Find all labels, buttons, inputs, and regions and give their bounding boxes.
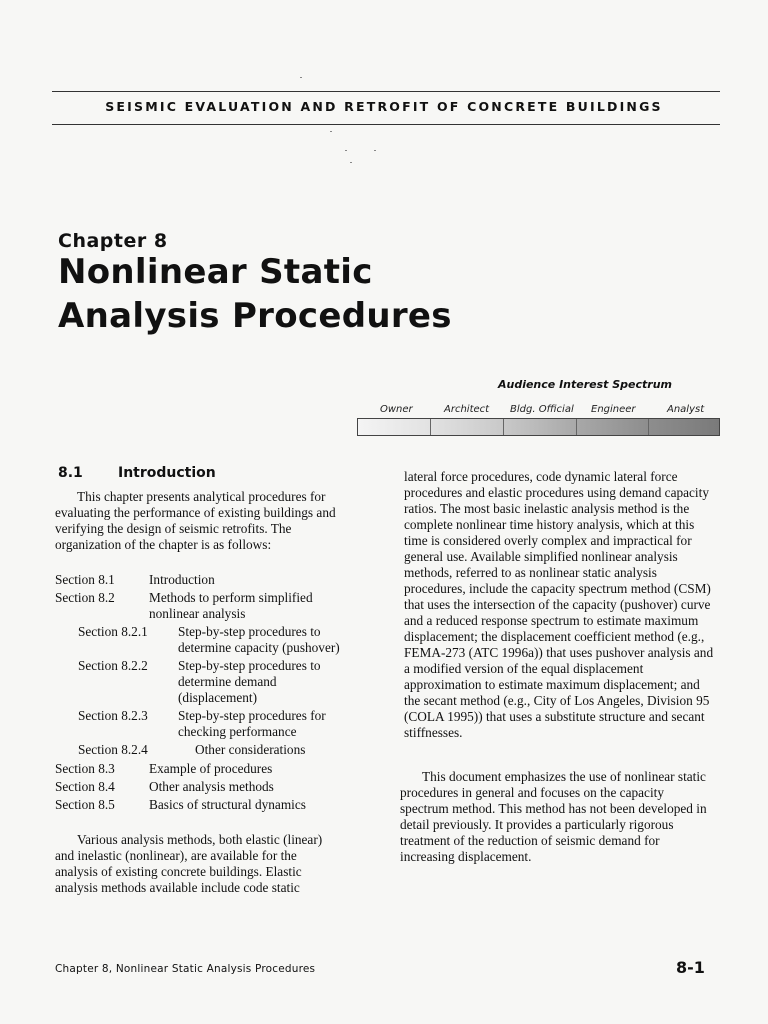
scan-speck xyxy=(374,150,376,151)
toc-item xyxy=(55,779,355,795)
right-paragraph-2: This document emphasizes the use of nonlinear static procedures in general and focuses on the capacity spectrum method. This method has not been developed in detail previously. It provides a particularly rigorous treatment of the reduction of seismic demand for increasing displacement. xyxy=(400,769,707,864)
header-bottom-rule xyxy=(52,124,720,125)
chapter-title xyxy=(58,250,452,338)
closing-paragraph: Various analysis methods, both elastic (linear) and inelastic (nonlinear), are available for the analysis of existing concrete buildings. Elastic analysis methods available include code static xyxy=(55,832,323,895)
spectrum-divider xyxy=(430,419,431,435)
toc-number: Section 8.2.3 xyxy=(78,708,148,723)
footer-chapter-title: Chapter 8, Nonlinear Static Analysis Procedures xyxy=(55,963,316,975)
toc-title: Step-by-step procedures to determine demand (displacement) xyxy=(178,658,321,705)
audience-label-engineer: Engineer xyxy=(591,404,636,415)
toc-number: Section 8.2 xyxy=(55,590,115,605)
toc-number: Section 8.4 xyxy=(55,779,115,794)
scan-speck xyxy=(300,77,302,78)
toc-title: Methods to perform simplified nonlinear analysis xyxy=(149,590,313,621)
intro-paragraph: This chapter presents analytical procedures for evaluating the performance of existing buildings and verifying the design of seismic retrofits. The organization of the chapter is as follows: xyxy=(55,489,336,552)
toc-item xyxy=(55,590,355,622)
audience-label-owner: Owner xyxy=(380,404,413,415)
toc-title: Step-by-step procedures for checking performance xyxy=(178,708,326,739)
spectrum-divider xyxy=(503,419,504,435)
scan-speck xyxy=(350,162,352,163)
section-title: Introduction xyxy=(118,465,216,481)
toc-title: Other analysis methods xyxy=(149,779,274,794)
toc-number: Section 8.5 xyxy=(55,797,115,812)
audience-label-architect: Architect xyxy=(444,404,490,415)
toc-title: Introduction xyxy=(149,572,215,587)
audience-label-analyst: Analyst xyxy=(667,404,705,415)
toc-number: Section 8.2.4 xyxy=(78,742,148,757)
toc-number: Section 8.2.1 xyxy=(78,624,148,639)
toc-item xyxy=(55,797,355,813)
header-top-rule xyxy=(52,91,720,92)
toc-number: Section 8.2.2 xyxy=(78,658,148,673)
scan-speck xyxy=(345,150,347,151)
page-number: 8-1 xyxy=(676,958,705,977)
audience-label-bldg-official: Bldg. Official xyxy=(510,404,574,415)
right-paragraph-1: lateral force procedures, code dynamic lateral force procedures and elastic procedures using demand capacity ratios. The most basic inelastic analysis method is the complete nonlinear time history analysis, which at this time is considered overly complex and impractical for general use. Available simplified nonlinear analysis methods, referred to as nonlinear static analysis procedures, include the capacity spectrum method (CSM) that uses the intersection of the capacity (pushover) curve and a reduced response spectrum to estimate maximum displacement; the displacement coefficient method (e.g., FEMA-273 (ATC 1996a)) that uses pushover analysis and a modified version of the equal displacement approximation to estimate maximum displacement; and the secant method (e.g., City of Los Angeles, Division 95 (COLA 1995)) that uses a substitute structure and secant stiffnesses. xyxy=(404,469,714,740)
chapter-label: Chapter 8 xyxy=(58,230,168,252)
scan-speck xyxy=(330,131,332,132)
section-number: 8.1 xyxy=(58,465,83,481)
spectrum-divider xyxy=(576,419,577,435)
toc-title: Step-by-step procedures to determine capacity (pushover) xyxy=(178,624,340,655)
audience-spectrum-title: Audience Interest Spectrum xyxy=(497,378,672,391)
toc-item xyxy=(55,761,355,777)
spectrum-divider xyxy=(648,419,649,435)
audience-spectrum-bar xyxy=(357,418,720,436)
toc-number: Section 8.1 xyxy=(55,572,115,587)
toc-title: Example of procedures xyxy=(149,761,273,776)
toc-title: Other considerations xyxy=(195,742,306,757)
running-header: SEISMIC EVALUATION AND RETROFIT OF CONCRETE BUILDINGS xyxy=(105,99,663,114)
section-heading xyxy=(58,465,216,481)
toc-item xyxy=(55,658,355,706)
chapter-title-line2: Analysis Procedures xyxy=(58,296,452,336)
toc-item xyxy=(55,624,355,656)
toc-item xyxy=(55,742,355,758)
chapter-outline xyxy=(55,572,355,813)
toc-item xyxy=(55,572,355,588)
toc-title: Basics of structural dynamics xyxy=(149,797,306,812)
toc-number: Section 8.3 xyxy=(55,761,115,776)
chapter-title-line1: Nonlinear Static xyxy=(58,252,373,292)
toc-item xyxy=(55,708,355,740)
